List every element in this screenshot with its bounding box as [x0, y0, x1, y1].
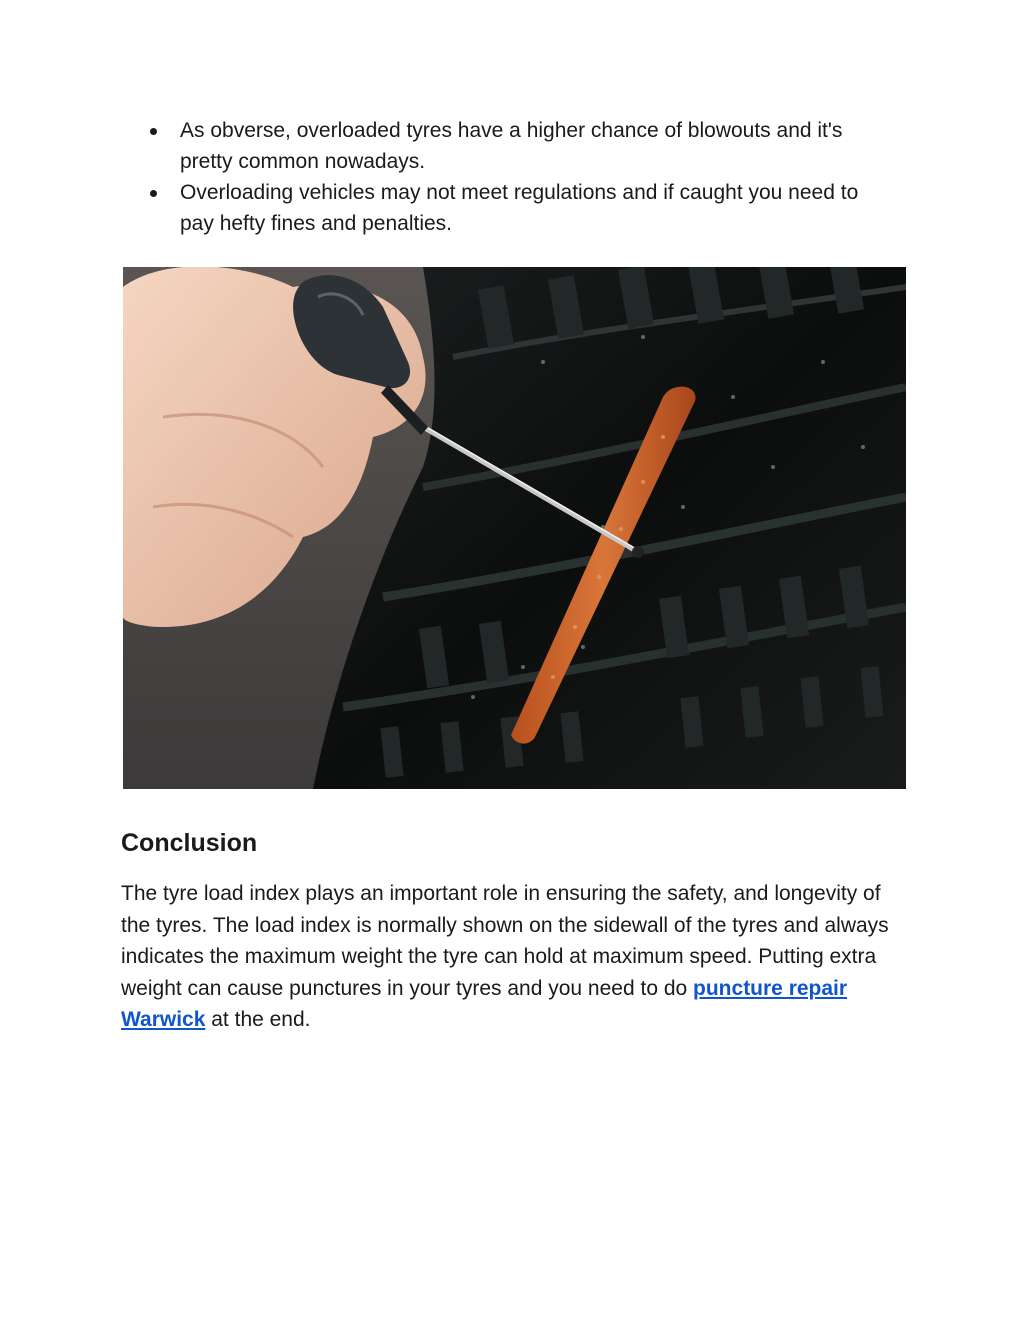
conclusion-paragraph: [121, 878, 901, 1036]
conclusion-heading: Conclusion: [121, 829, 258, 857]
bullet-text: As obverse, overloaded tyres have a higher chance of blowouts and it's pretty common nowadays.: [180, 119, 843, 173]
bullet-dot-icon: [150, 128, 157, 135]
bullet-list: [150, 115, 890, 239]
bullet-item: [150, 177, 890, 239]
bullet-text: Overloading vehicles may not meet regulations and if caught you need to pay hefty fines and penalties.: [180, 181, 859, 235]
puncture-repair-warwick-link[interactable]: puncture repair Warwick: [121, 976, 848, 1031]
tyre-puncture-repair-photo: [123, 267, 906, 789]
conclusion-text: The tyre load index plays an important role in ensuring the safety, and longevity of the tyres. The load index is normally shown on the sidewall of the tyres and always indicates the maximum weight the tyre can hold at maximum speed. Putting extra weight can cause punctures in your tyres and you need to do: [121, 882, 889, 1000]
conclusion-text-end: at the end.: [205, 1008, 311, 1031]
bullet-dot-icon: [150, 190, 157, 197]
bullet-item: [150, 115, 890, 177]
